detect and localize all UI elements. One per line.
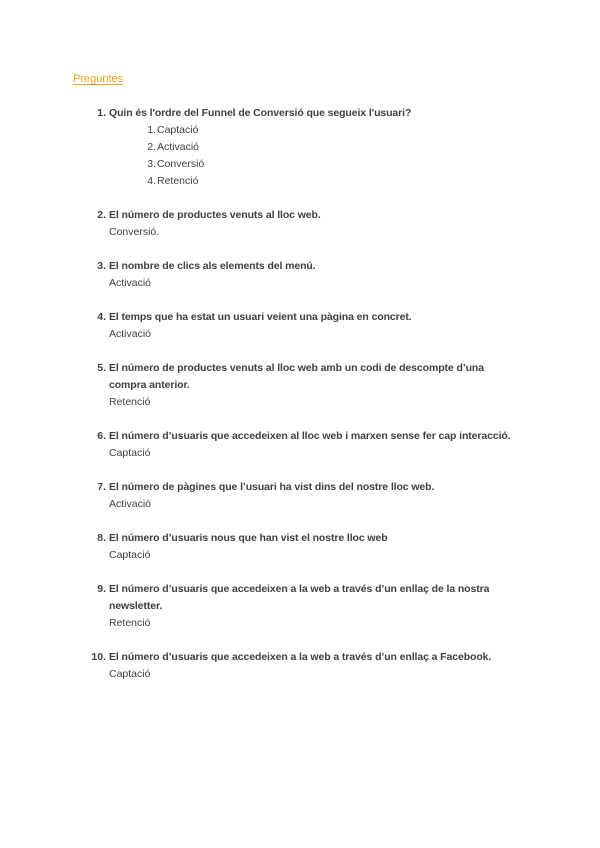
question-6 [0, 428, 600, 462]
question-5 [0, 360, 600, 411]
step-label: Conversió [157, 158, 205, 170]
question-3 [0, 258, 600, 292]
question-answer: Captació [109, 447, 151, 459]
question-text: El nombre de clics als elements del menú. [109, 260, 316, 272]
question-text: El número de productes venuts al lloc web amb un codi de descompte d’una compra anterior. [109, 362, 484, 391]
question-answer: Captació [109, 668, 151, 680]
question-number: 9. [97, 583, 106, 595]
question-number: 7. [97, 481, 106, 493]
question-answer: Activació [109, 277, 152, 289]
funnel-step [109, 156, 600, 173]
question-answer: Activació [109, 498, 152, 510]
question-10 [0, 649, 600, 683]
question-text: El número d’usuaris que accedeixen al lloc web i marxen sense fer cap interacció. [109, 430, 511, 442]
question-number: 10. [91, 651, 106, 663]
question-text: El temps que ha estat un usuari veient una pàgina en concret. [109, 311, 412, 323]
question-list [0, 105, 600, 700]
question-text: El número de pàgines que l’usuari ha vist dins del nostre lloc web. [109, 481, 435, 493]
question-8 [0, 530, 600, 564]
step-label: Captació [157, 124, 199, 136]
question-number: 1. [97, 107, 106, 119]
question-2 [0, 207, 600, 241]
funnel-step [109, 122, 600, 139]
step-number: 4. [147, 175, 156, 187]
step-label: Activació [157, 141, 200, 153]
question-9 [0, 581, 600, 632]
step-label: Retenció [157, 175, 199, 187]
step-number: 2. [147, 141, 156, 153]
step-number: 1. [147, 124, 156, 136]
question-number: 6. [97, 430, 106, 442]
question-answer: Conversió. [109, 226, 160, 238]
question-text: El número d’usuaris que accedeixen a la web a través d’un enllaç de la nostra newsletter. [109, 583, 490, 612]
question-text: El número d’usuaris que accedeixen a la web a través d’un enllaç a Facebook. [109, 651, 492, 663]
question-4 [0, 309, 600, 343]
question-answer: Captació [109, 549, 151, 561]
question-number: 4. [97, 311, 106, 323]
question-number: 8. [97, 532, 106, 544]
funnel-step [109, 173, 600, 190]
question-number: 3. [97, 260, 106, 272]
question-text: Quin és l'ordre del Funnel de Conversió que segueix l'usuari? [109, 107, 412, 119]
question-7 [0, 479, 600, 513]
question-number: 5. [97, 362, 106, 374]
question-1 [0, 105, 600, 190]
question-number: 2. [97, 209, 106, 221]
section-heading: Preguntes [73, 73, 124, 85]
question-answer: Retenció [109, 396, 151, 408]
question-answer: Retenció [109, 617, 151, 629]
step-number: 3. [147, 158, 156, 170]
question-answer: Activació [109, 328, 152, 340]
funnel-steps-list [109, 122, 600, 190]
question-text: El número d’usuaris nous que han vist el nostre lloc web [109, 532, 388, 544]
question-text: El número de productes venuts al lloc web. [109, 209, 321, 221]
funnel-step [109, 139, 600, 156]
